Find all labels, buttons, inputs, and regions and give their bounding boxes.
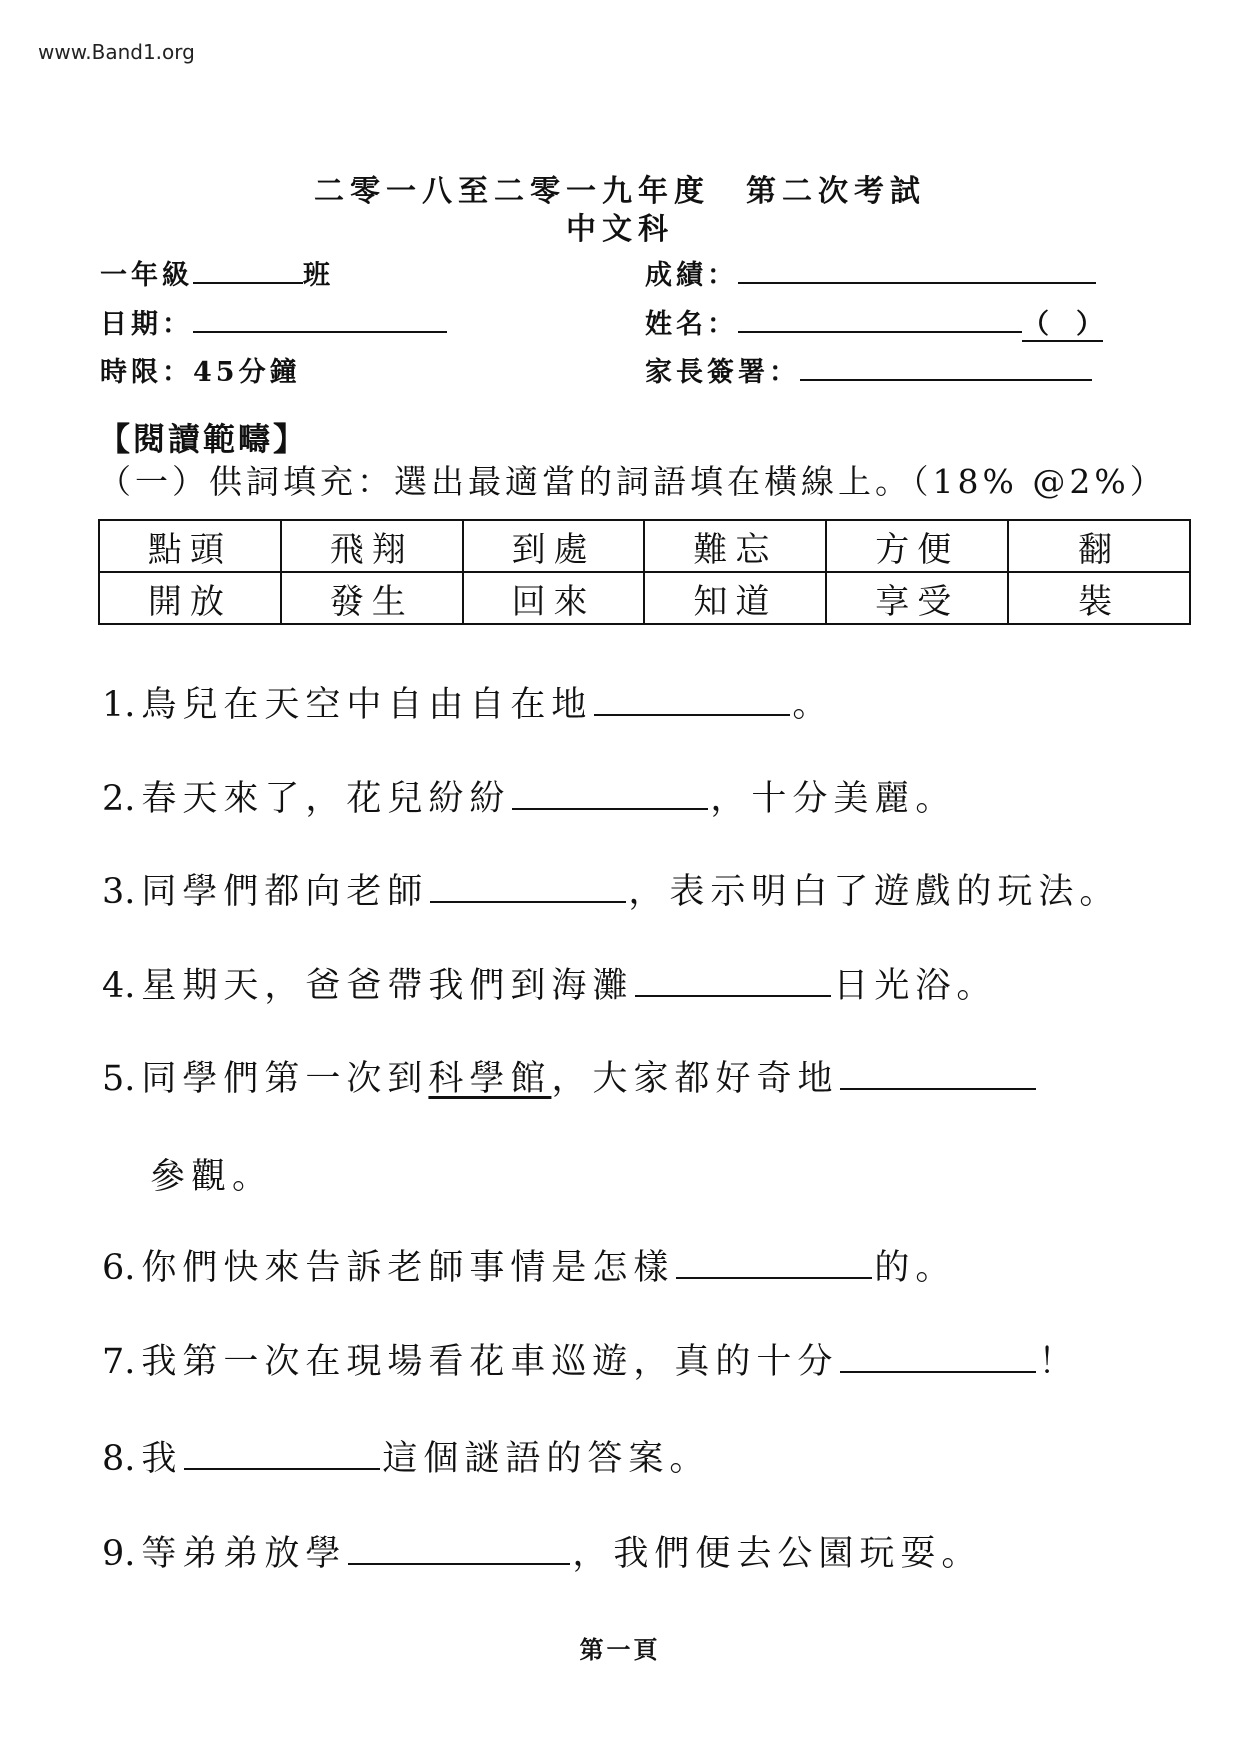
- question-number: 3.: [102, 872, 136, 912]
- word-bank-cell: 回來: [463, 572, 645, 624]
- question-text: 鳥兒在天空中自由自在地: [141, 685, 593, 725]
- word-bank-cell: 享受: [826, 572, 1008, 624]
- class-blank[interactable]: [193, 260, 303, 284]
- word-bank-table: [98, 519, 1191, 625]
- question-text: 等弟弟放學: [141, 1534, 347, 1574]
- question-text: 我第一次在現場看花車巡遊，真的十分: [141, 1342, 839, 1382]
- question-text: ，我們便去公園玩耍。: [572, 1534, 983, 1574]
- score-line: [645, 253, 1096, 292]
- place-name: 科學館: [428, 1059, 552, 1099]
- question-5: [102, 1051, 1038, 1101]
- section-instruction: （一）供詞填充：選出最適當的詞語填在橫線上。（18% @2%）: [98, 462, 1167, 501]
- question-text: ，大家都好奇地: [551, 1059, 839, 1099]
- question-number: 2.: [102, 779, 136, 819]
- question-3: [102, 864, 1120, 914]
- date-line: [100, 302, 447, 341]
- exam-subject: 中文科: [566, 212, 674, 247]
- page-number: 第一頁: [579, 1635, 661, 1664]
- section-heading: 【閱讀範疇】: [98, 420, 309, 458]
- word-bank-cell: 難忘: [644, 520, 826, 572]
- parent-sign-line: [645, 350, 1092, 389]
- word-bank-row: [99, 520, 1190, 572]
- question-text: 星期天，爸爸帶我們到海灘: [141, 966, 634, 1006]
- word-bank-cell: 方便: [826, 520, 1008, 572]
- answer-blank[interactable]: [635, 969, 831, 997]
- question-text: 的。: [874, 1248, 957, 1288]
- word-bank-cell: 翻: [1008, 520, 1190, 572]
- name-blank[interactable]: [738, 309, 1022, 333]
- word-bank-cell: 開放: [99, 572, 281, 624]
- question-number: 9.: [102, 1534, 136, 1574]
- parent-sign-blank[interactable]: [800, 357, 1092, 381]
- word-bank-cell: 發生: [281, 572, 463, 624]
- class-label: 班: [303, 260, 334, 291]
- question-text: 春天來了，花兒紛紛: [141, 779, 511, 819]
- answer-blank[interactable]: [840, 1062, 1036, 1090]
- question-number: 6.: [102, 1248, 136, 1288]
- watermark-url: www.Band1.org: [38, 40, 195, 64]
- question-text: ！: [1038, 1342, 1080, 1382]
- name-line: [645, 302, 1103, 341]
- word-bank-row: [99, 572, 1190, 624]
- grade-label: 一年級: [100, 260, 193, 291]
- question-1: [102, 677, 833, 727]
- question-8: [102, 1431, 710, 1481]
- answer-blank[interactable]: [348, 1537, 570, 1565]
- word-bank-cell: 到處: [463, 520, 645, 572]
- score-label: 成績：: [645, 260, 738, 291]
- date-blank[interactable]: [193, 309, 447, 333]
- answer-blank[interactable]: [676, 1251, 872, 1279]
- question-4: [102, 958, 997, 1008]
- question-number: 4.: [102, 966, 136, 1006]
- class-number-brackets[interactable]: （ ）: [1022, 309, 1103, 340]
- word-bank-cell: 點頭: [99, 520, 281, 572]
- question-text: 我: [141, 1439, 183, 1479]
- grade-class-line: [100, 253, 334, 292]
- question-text: 你們快來告訴老師事情是怎樣: [141, 1248, 675, 1288]
- date-label: 日期：: [100, 309, 193, 340]
- parent-sign-label: 家長簽署：: [645, 357, 800, 388]
- question-number: 5.: [102, 1059, 136, 1099]
- answer-blank[interactable]: [840, 1345, 1036, 1373]
- question-9: [102, 1526, 982, 1576]
- time-limit: 時限：45分鐘: [100, 357, 301, 388]
- question-7: [102, 1334, 1079, 1384]
- question-number: 1.: [102, 685, 136, 725]
- question-5-continuation: 參觀。: [150, 1157, 274, 1197]
- question-text: ，十分美麗。: [710, 779, 957, 819]
- word-bank-cell: 飛翔: [281, 520, 463, 572]
- word-bank-cell: 知道: [644, 572, 826, 624]
- name-label: 姓名：: [645, 309, 738, 340]
- question-text: 同學們都向老師: [141, 872, 429, 912]
- question-text: ，表示明白了遊戲的玩法。: [628, 872, 1121, 912]
- question-2: [102, 771, 956, 821]
- question-text: 同學們第一次到: [141, 1059, 429, 1099]
- answer-blank[interactable]: [430, 875, 626, 903]
- answer-blank[interactable]: [512, 782, 708, 810]
- question-number: 8.: [102, 1439, 136, 1479]
- exam-title: 二零一八至二零一九年度 第二次考試: [314, 174, 926, 209]
- answer-blank[interactable]: [594, 688, 790, 716]
- question-number: 7.: [102, 1342, 136, 1382]
- question-text: 。: [792, 685, 834, 725]
- answer-blank[interactable]: [184, 1442, 380, 1470]
- question-6: [102, 1240, 956, 1290]
- question-text: 這個謎語的答案。: [382, 1439, 711, 1479]
- word-bank-cell: 裝: [1008, 572, 1190, 624]
- question-text: 日光浴。: [833, 966, 998, 1006]
- score-blank[interactable]: [738, 260, 1096, 284]
